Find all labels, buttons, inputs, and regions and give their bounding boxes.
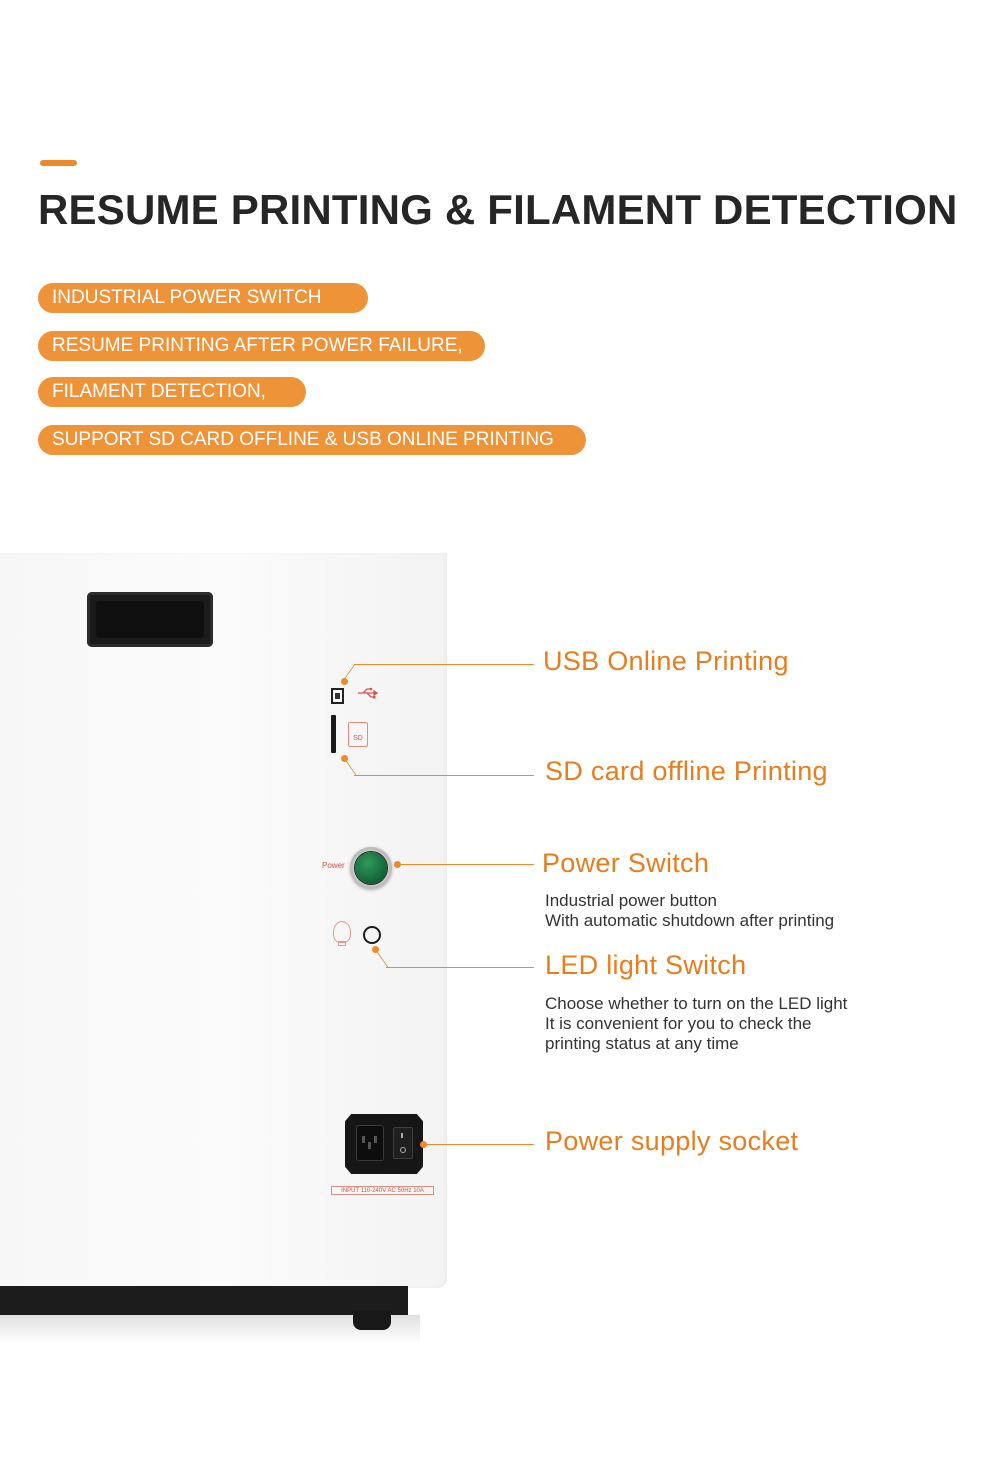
socket-callout-title: Power supply socket bbox=[545, 1126, 799, 1156]
socket-callout-line bbox=[426, 1144, 534, 1145]
usb-callout-dot bbox=[341, 678, 348, 685]
feature-pill-power-switch: INDUSTRIAL POWER SWITCH bbox=[38, 283, 368, 313]
usb-callout-line bbox=[354, 664, 534, 665]
carry-handle bbox=[87, 592, 213, 647]
light-bulb-icon bbox=[333, 921, 351, 943]
led-desc-line-2: It is convenient for you to check the bbox=[545, 1014, 812, 1033]
usb-port bbox=[331, 688, 344, 704]
socket-rating-label: INPUT 110-240V AC 50Hz 10A bbox=[331, 1186, 434, 1195]
printer-foot bbox=[353, 1310, 391, 1330]
feature-pill-resume-printing: RESUME PRINTING AFTER POWER FAILURE, bbox=[38, 331, 485, 361]
led-light-switch[interactable] bbox=[363, 926, 381, 944]
printer-base bbox=[0, 1286, 408, 1315]
sd-callout-title: SD card offline Printing bbox=[545, 756, 828, 786]
feature-pill-sd-usb: SUPPORT SD CARD OFFLINE & USB ONLINE PRINTING bbox=[38, 425, 586, 455]
sd-card-icon: SD bbox=[348, 722, 368, 747]
power-desc-line-2: With automatic shutdown after printing bbox=[545, 911, 835, 930]
power-inlet bbox=[356, 1125, 384, 1161]
led-callout-line bbox=[386, 967, 534, 968]
light-bulb-base bbox=[338, 941, 346, 946]
power-label: Power bbox=[322, 861, 345, 870]
power-callout-line bbox=[400, 864, 534, 865]
power-desc-line-1: Industrial power button bbox=[545, 891, 717, 910]
led-desc-line-3: printing status at any time bbox=[545, 1034, 739, 1053]
feature-pill-filament-detection: FILAMENT DETECTION, bbox=[38, 377, 306, 407]
usb-callout-title: USB Online Printing bbox=[543, 646, 789, 676]
power-callout-title: Power Switch bbox=[542, 848, 710, 878]
rocker-switch[interactable] bbox=[393, 1127, 413, 1159]
title-accent-bar bbox=[40, 160, 77, 166]
power-button[interactable] bbox=[350, 847, 392, 889]
led-callout-title: LED light Switch bbox=[545, 950, 747, 980]
page-title: RESUME PRINTING & FILAMENT DETECTION bbox=[38, 186, 958, 233]
led-desc-line-1: Choose whether to turn on the LED light bbox=[545, 994, 848, 1013]
sd-callout-line bbox=[354, 775, 534, 776]
usb-icon bbox=[357, 686, 381, 703]
sd-card-slot bbox=[331, 715, 336, 753]
